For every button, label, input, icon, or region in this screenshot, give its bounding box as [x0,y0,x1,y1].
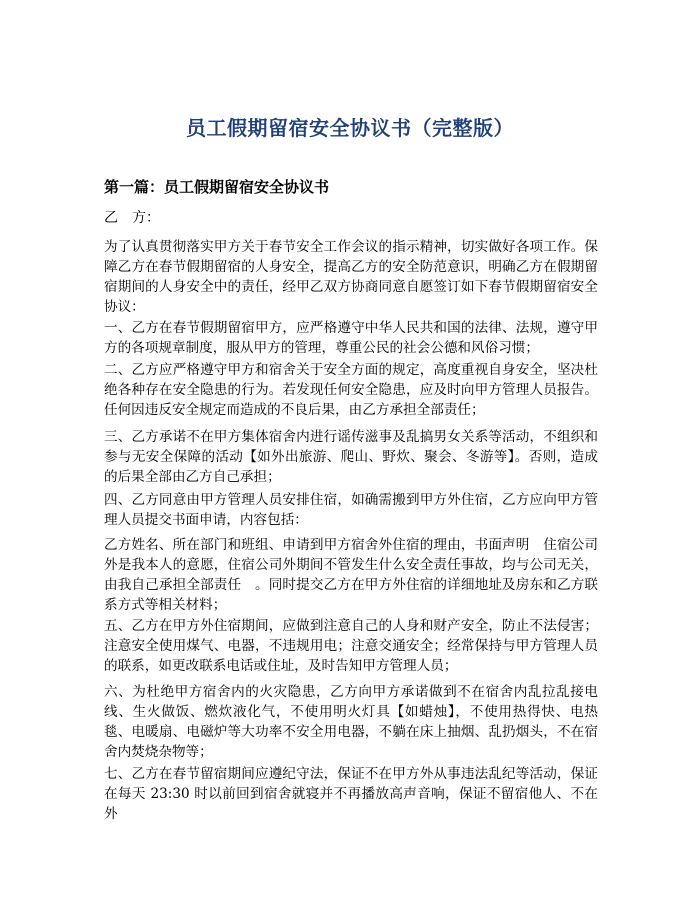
paragraph-clause-5: 五、乙方在甲方外住宿期间，应做到注意自己的人身和财产安全，防止不法侵害；注意安全使用煤气、电器，不违规用电；注意交通安全；经常保持与甲方管理人员的联系，如更改联系电话或住址，及时告知甲方管理人员； [104,618,598,674]
paragraph-clause-6: 六、为杜绝甲方宿舍内的火灾隐患，乙方向甲方承诺做到不在宿舍内乱拉乱接电线、生火做饭、燃炊液化气，不使用明火灯具【如蜡烛】，不使用热得快、电热毯、电暖扇、电磁炉等大功率不安全用电器，不躺在床上抽烟、乱扔烟头，不在宿舍内焚烧杂物等； [104,684,598,760]
paragraph-clause-4-detail: 乙方姓名、所在部门和班组、申请到甲方宿舍外住宿的理由，书面声明 住宿公司外是我本人的意愿，住宿公司外期间不管发生什么安全责任事故，均与公司无关，由我自己承担全部责任 。同时提交乙方在甲方外住宿的详细地址及房东和乙方联系方式等相关材料； [104,537,598,613]
party-b-label: 乙 方： [104,210,160,226]
paragraph-clause-3: 三、乙方承诺不在甲方集体宿舍内进行谣传滋事及乱搞男女关系等活动，不组织和参与无安全保障的活动【如外出旅游、爬山、野炊、聚会、冬游等】。否则，造成的后果全部由乙方自己承担； [104,429,598,485]
section-heading: 第一篇：员工假期留宿安全协议书 [104,178,330,196]
paragraph-clause-1: 一、乙方在春节假期留宿甲方，应严格遵守中华人民共和国的法律、法规，遵守甲方的各项规章制度，服从甲方的管理，尊重公民的社会公德和风俗习惯； [104,320,598,356]
paragraph-clause-2: 二、乙方应严格遵守甲方和宿舍关于安全方面的规定，高度重视自身安全，坚决杜绝各种存在安全隐患的行为。若发现任何安全隐患，应及时向甲方管理人员报告。任何因违反安全规定而造成的不良后果，由乙方承担全部责任； [104,362,598,418]
document-title: 员工假期留宿安全协议书（完整版） [186,116,514,140]
paragraph-intro: 为了认真贯彻落实甲方关于春节安全工作会议的指示精神，切实做好各项工作。保障乙方在春节假期留宿的人身安全，提高乙方的安全防范意识，明确乙方在假期留宿期间的人身安全中的责任，经甲乙双方协商同意自愿签订如下春节假期留宿安全协议： [104,239,598,315]
paragraph-clause-7: 七、乙方在春节留宿期间应遵纪守法，保证不在甲方外从事违法乱纪等活动，保证在每天 23:30 时以前回到宿舍就寝并不再播放高声音响，保证不留宿他人、不在外 [104,766,598,822]
paragraph-clause-4: 四、乙方同意由甲方管理人员安排住宿，如确需搬到甲方外住宿，乙方应向甲方管理人员提交书面申请，内容包括： [104,492,598,528]
